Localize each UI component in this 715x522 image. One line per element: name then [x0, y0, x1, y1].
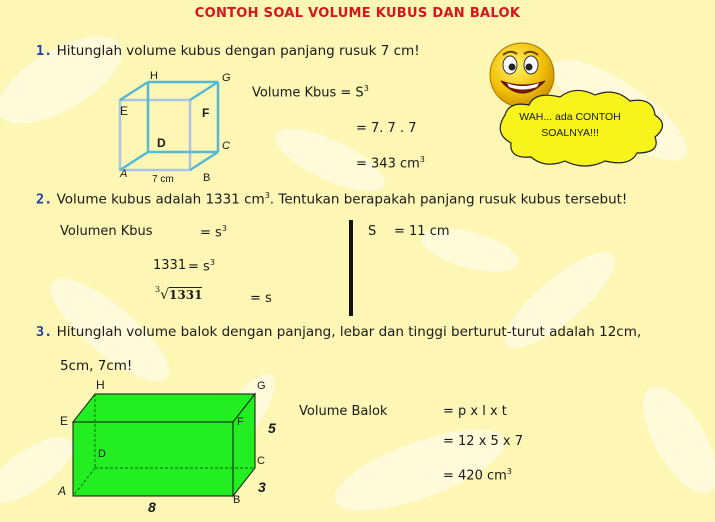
cube-front-face	[120, 100, 190, 170]
root-index: 3	[155, 285, 161, 294]
q2-text: Volume kubus adalah 1331 cm	[56, 191, 265, 208]
cube-vertex-g: G	[222, 72, 231, 84]
q3-formula-label: Volume Balok	[299, 404, 388, 419]
box-diagram	[65, 388, 265, 508]
q1-step3	[356, 155, 425, 171]
question-text: Hitunglah volume kubus dengan panjang rusuk 7 cm!	[56, 43, 420, 59]
q3-step3	[443, 467, 512, 483]
box-vertex-c: C	[257, 455, 265, 467]
box-vertex-b: B	[233, 494, 241, 506]
q3-text-line2: 5cm, 7cm!	[60, 358, 133, 374]
bubble-line-2: SOALNYA!!!	[541, 127, 599, 139]
cube-diagram	[110, 70, 250, 190]
question-2	[36, 191, 627, 208]
cube-vertex-a: A	[120, 168, 128, 180]
question-3	[36, 324, 641, 340]
q2-row1-exp: 3	[221, 224, 227, 233]
q2-row1-eq	[200, 224, 227, 240]
box-height-label: 5	[268, 420, 276, 436]
box-vertex-h: H	[96, 378, 105, 392]
q2-row2-eq	[188, 258, 215, 274]
cube-root	[155, 287, 202, 303]
cube-vertex-c: C	[222, 140, 230, 152]
vertical-divider	[349, 220, 353, 316]
box-vertex-e: E	[60, 414, 69, 428]
box-width-label: 3	[258, 479, 266, 495]
q1-step1-exp: 3	[363, 84, 369, 93]
cube-edge-label: 7 cm	[152, 174, 174, 185]
q1-step3-exp: 3	[419, 155, 425, 164]
q2-text-rest: . Tentukan berapakah panjang rusuk kubus tersebut!	[269, 191, 628, 208]
question-1	[36, 43, 420, 59]
cube-vertex-f: F	[202, 106, 210, 120]
cube-vertex-e: E	[120, 104, 129, 118]
cube-vertex-h: H	[150, 70, 158, 82]
q3-text-line1: Hitunglah volume balok dengan panjang, lebar dan tinggi berturut-turut adalah 12cm,	[56, 324, 642, 340]
q2-result-var: S	[368, 224, 377, 239]
box-vertex-g: G	[257, 380, 266, 392]
question-number: 1.	[36, 43, 53, 59]
q1-step1-label: Volume Kbus = S	[252, 85, 364, 101]
box-front-face	[73, 422, 233, 496]
box-length-label: 8	[148, 499, 156, 515]
question-number: 3.	[36, 324, 53, 340]
box-vertex-d: D	[98, 448, 106, 460]
root-sign-icon: √	[160, 287, 170, 303]
q1-step3-text: = 343 cm	[356, 156, 420, 172]
root-value: 1331	[169, 288, 203, 302]
q3-step3-exp: 3	[506, 467, 512, 476]
q2-row3-eq: = s	[250, 291, 272, 306]
q3-step3-text: = 420 cm	[443, 468, 507, 484]
q1-step2: = 7. 7 . 7	[356, 121, 417, 136]
bubble-line-1: WAH... ada CONTOH	[519, 111, 621, 123]
q2-row1-left: Volumen Kbus	[60, 224, 153, 239]
box-vertex-f: F	[237, 416, 244, 428]
box-vertex-a: A	[58, 484, 67, 498]
q2-text-exp: 3	[264, 191, 270, 200]
page-title: CONTOH SOAL VOLUME KUBUS DAN BALOK	[194, 6, 521, 21]
q2-row2-exp: 3	[209, 258, 215, 267]
q2-row1-eq-text: = s	[200, 225, 222, 241]
cube-vertex-d: D	[157, 136, 166, 150]
bubble-text	[505, 109, 635, 141]
question-number: 2.	[36, 191, 53, 208]
q1-step1	[252, 84, 369, 100]
cube-vertex-b: B	[203, 172, 211, 184]
q2-row2-eq-text: = s	[188, 259, 210, 275]
q3-step2: = 12 x 5 x 7	[443, 434, 524, 449]
smiley-bubble-graphic	[465, 35, 705, 175]
q3-formula: = p x l x t	[443, 404, 507, 419]
q2-row2-left: 1331	[153, 258, 187, 273]
box-top-face	[73, 394, 255, 422]
q2-result-val: = 11 cm	[394, 224, 450, 239]
